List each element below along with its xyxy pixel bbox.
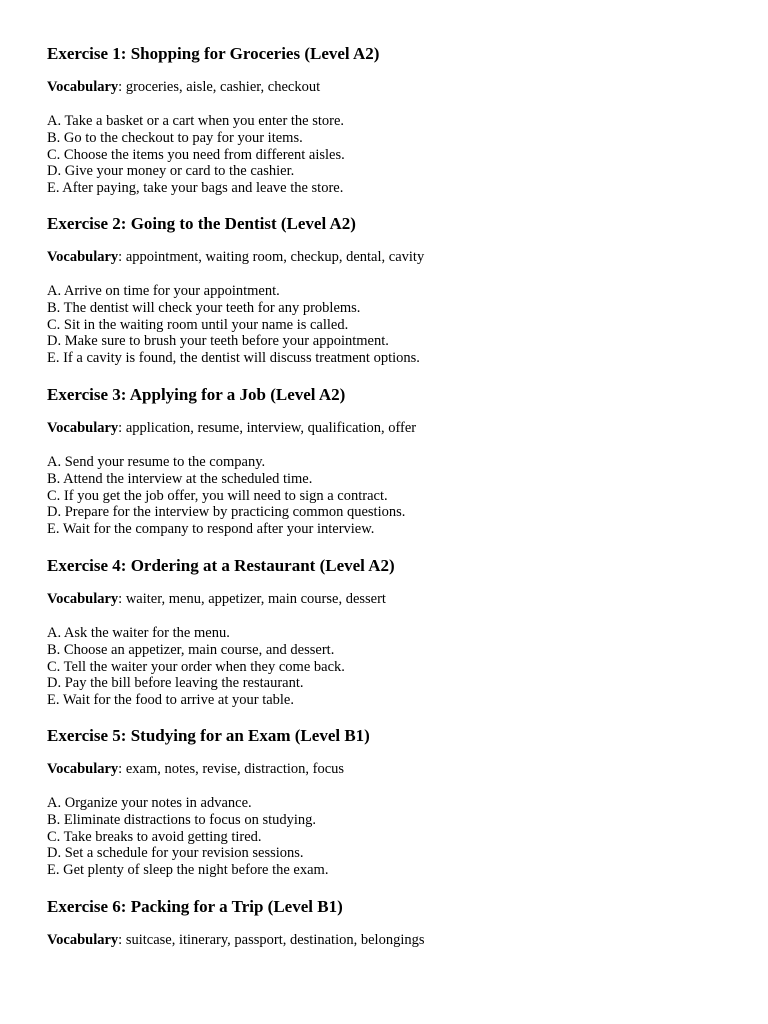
vocabulary-line: [47, 79, 320, 96]
step-item: D. Prepare for the interview by practicing common questions.: [47, 504, 406, 521]
exercise-title: Exercise 5: Studying for an Exam (Level B1): [47, 726, 370, 745]
vocabulary-label: Vocabulary: [47, 591, 119, 607]
step-item: E. If a cavity is found, the dentist will discuss treatment options.: [47, 350, 420, 367]
exercise-title: Exercise 3: Applying for a Job (Level A2): [47, 385, 346, 404]
step-list: [47, 283, 420, 367]
step-item: D. Give your money or card to the cashier.: [47, 163, 295, 180]
exercise-2: [47, 214, 737, 367]
step-item: C. Sit in the waiting room until your name is called.: [47, 316, 349, 333]
vocabulary-words: : appointment, waiting room, checkup, dental, cavity: [118, 249, 425, 265]
step-item: C. Choose the items you need from different aisles.: [47, 146, 345, 163]
vocabulary-line: [47, 420, 416, 437]
step-item: E. After paying, take your bags and leave the store.: [47, 180, 344, 197]
step-list: [47, 113, 345, 197]
step-item: D. Make sure to brush your teeth before your appointment.: [47, 333, 389, 350]
vocabulary-words: : groceries, aisle, cashier, checkout: [118, 79, 321, 95]
vocabulary-label: Vocabulary: [47, 761, 119, 777]
step-item: E. Get plenty of sleep the night before the exam.: [47, 862, 329, 879]
step-item: B. Eliminate distractions to focus on studying.: [47, 811, 317, 828]
vocabulary-words: : suitcase, itinerary, passport, destination, belongings: [118, 932, 425, 948]
step-item: A. Ask the waiter for the menu.: [47, 625, 230, 641]
step-item: B. The dentist will check your teeth for any problems.: [47, 299, 361, 316]
exercise-title: Exercise 4: Ordering at a Restaurant (Level A2): [47, 556, 395, 575]
vocabulary-words: : waiter, menu, appetizer, main course, dessert: [118, 591, 386, 607]
step-item: C. If you get the job offer, you will need to sign a contract.: [47, 487, 388, 504]
vocabulary-line: [47, 591, 386, 608]
step-item: D. Pay the bill before leaving the restaurant.: [47, 675, 304, 692]
step-item: A. Send your resume to the company.: [47, 454, 266, 470]
vocabulary-label: Vocabulary: [47, 249, 119, 265]
exercise-3: [47, 385, 737, 538]
vocabulary-words: : exam, notes, revise, distraction, focus: [118, 761, 345, 777]
step-item: A. Arrive on time for your appointment.: [47, 283, 280, 299]
step-item: E. Wait for the food to arrive at your table.: [47, 692, 294, 709]
step-item: B. Choose an appetizer, main course, and dessert.: [47, 641, 335, 658]
step-item: B. Go to the checkout to pay for your items.: [47, 129, 303, 146]
step-list: [47, 625, 345, 709]
step-list: [47, 454, 405, 538]
exercise-6: [47, 897, 737, 948]
step-item: D. Set a schedule for your revision sessions.: [47, 845, 304, 862]
exercise-title: Exercise 2: Going to the Dentist (Level A2): [47, 214, 356, 233]
step-list: [47, 795, 328, 879]
vocabulary-label: Vocabulary: [47, 932, 119, 948]
vocabulary-label: Vocabulary: [47, 79, 119, 95]
vocabulary-words: : application, resume, interview, qualification, offer: [118, 420, 417, 436]
exercise-title: Exercise 6: Packing for a Trip (Level B1): [47, 897, 343, 916]
vocabulary-label: Vocabulary: [47, 420, 119, 436]
step-item: C. Tell the waiter your order when they come back.: [47, 658, 345, 675]
step-item: A. Organize your notes in advance.: [47, 795, 252, 811]
vocabulary-line: [47, 249, 424, 266]
step-item: E. Wait for the company to respond after your interview.: [47, 521, 375, 538]
step-item: A. Take a basket or a cart when you enter the store.: [47, 113, 345, 129]
exercise-5: [47, 726, 737, 879]
exercise-title: Exercise 1: Shopping for Groceries (Level A2): [47, 44, 380, 63]
vocabulary-line: [47, 761, 344, 778]
step-item: C. Take breaks to avoid getting tired.: [47, 828, 262, 845]
exercise-1: [47, 44, 737, 197]
step-item: B. Attend the interview at the scheduled time.: [47, 470, 313, 487]
exercise-4: [47, 556, 737, 709]
vocabulary-line: [47, 932, 425, 949]
